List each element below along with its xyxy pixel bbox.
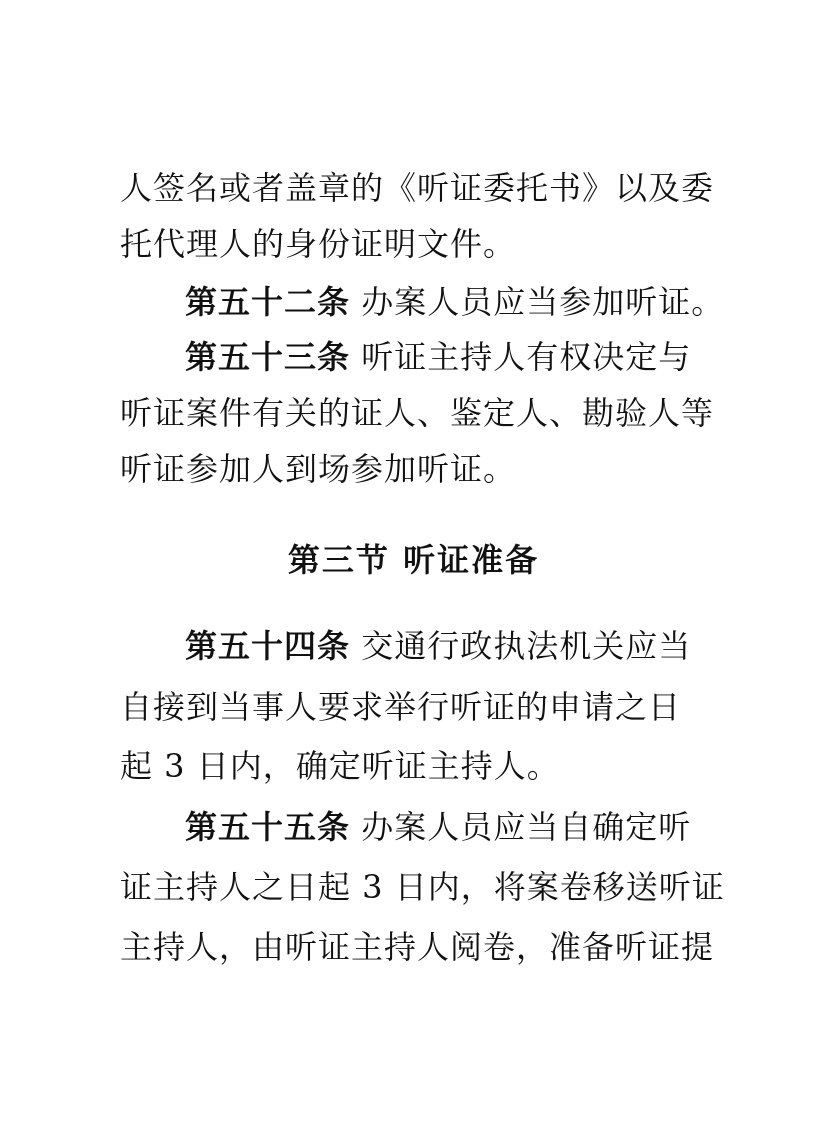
article-number: 第五十五条 [185, 808, 351, 846]
article-text: 办案人员应当自确定听 [350, 808, 692, 846]
article-number: 第五十三条 [185, 338, 351, 376]
article-text: 办案人员应当参加听证。 [350, 283, 725, 321]
article-54 [185, 626, 691, 666]
text-line: 听证案件有关的证人、鉴定人、勘验人等 [120, 394, 715, 432]
text-line: 起 3 日内，确定听证主持人。 [120, 747, 560, 785]
article-text: 交通行政执法机关应当 [350, 627, 692, 665]
article-number: 第五十四条 [185, 627, 351, 665]
article-52 [185, 282, 724, 322]
text-line: 托代理人的身份证明文件。 [120, 225, 517, 263]
article-53 [185, 337, 691, 377]
article-number: 第五十二条 [185, 283, 351, 321]
text-line: 听证参加人到场参加听证。 [120, 450, 517, 488]
text-line: 自接到当事人要求举行听证的申请之日 [120, 688, 682, 726]
article-text: 听证主持人有权决定与 [350, 338, 692, 376]
section-heading: 第三节 听证准备 [287, 541, 540, 579]
text-line: 证主持人之日起 3 日内，将案卷移送听证 [120, 868, 725, 906]
article-55 [185, 807, 691, 847]
text-line: 主持人，由听证主持人阅卷，准备听证提 [120, 928, 715, 966]
text-line: 人签名或者盖章的《听证委托书》以及委 [120, 169, 715, 207]
